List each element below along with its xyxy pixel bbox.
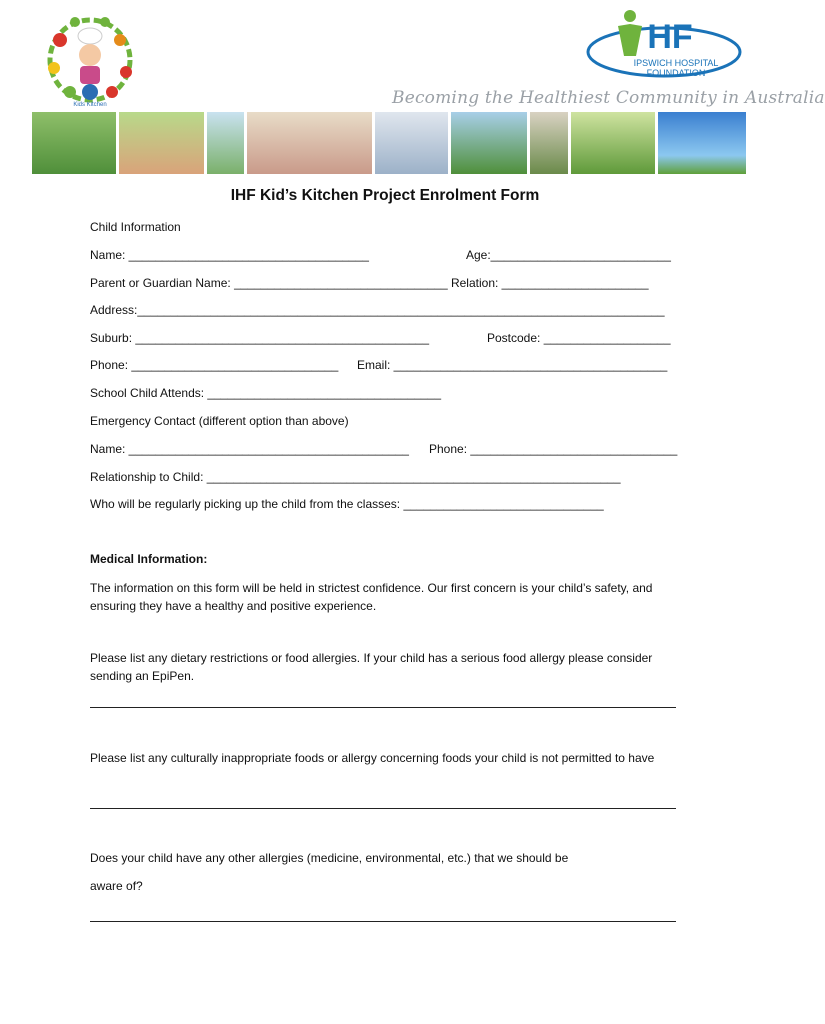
kids-kitchen-logo-text: Kids Kitchen <box>73 102 107 108</box>
ihf-logo <box>578 6 740 84</box>
woman-lying-grass-photo <box>571 112 656 174</box>
kids-group-photo <box>119 112 204 174</box>
relationship-field[interactable]: Relationship to Child: ______________________________________________________________ <box>90 470 621 484</box>
photo-strip <box>32 112 746 174</box>
pickup-field[interactable]: Who will be regularly picking up the child from the classes: ______________________________ <box>90 497 604 511</box>
girl-running-photo <box>207 112 245 174</box>
emergency-heading: Emergency Contact (different option than above) <box>90 414 349 428</box>
medical-paragraph: The information on this form will be held in strictest confidence. Our first concern is your child’s safety, and ensuring they have a healthy and positive experience. <box>90 581 653 613</box>
postcode-field[interactable]: Postcode: ___________________ <box>487 331 671 345</box>
other-allergies-line1: Does your child have any other allergies (medicine, environmental, etc.) that we should be <box>90 851 569 865</box>
women-group-photo <box>247 112 371 174</box>
dietary-answer-line[interactable] <box>90 707 676 708</box>
email-field[interactable]: Email: _________________________________________ <box>357 358 668 372</box>
child-age-field[interactable]: Age:___________________________ <box>466 248 671 262</box>
kids-kitchen-logo <box>40 10 140 110</box>
dietary-paragraph: Please list any dietary restrictions or food allergies. If your child has a serious food allergy please consider sending an EpiPen. <box>90 651 653 683</box>
ihf-logo-line1: IPSWICH HOSPITAL <box>633 58 719 68</box>
other-allergies-answer-line[interactable] <box>90 921 676 922</box>
form-title: IHF Kid’s Kitchen Project Enrolment Form <box>230 187 540 204</box>
ihf-logo-line2: FOUNDATION <box>646 68 706 78</box>
parent-guardian-field[interactable]: Parent or Guardian Name: ________________________________ Relation: ______________________ <box>90 276 649 290</box>
school-field[interactable]: School Child Attends: ___________________________________ <box>90 386 441 400</box>
suburb-field[interactable]: Suburb: ____________________________________________ <box>90 331 430 345</box>
child-name-field[interactable]: Name: ____________________________________ <box>90 248 369 262</box>
cultural-paragraph: Please list any culturally inappropriate foods or allergy concerning foods your child is not permitted to have <box>90 751 655 765</box>
emergency-phone-field[interactable]: Phone: _______________________________ <box>429 442 678 456</box>
tagline: Becoming the Healthiest Community in Australia <box>392 88 825 108</box>
doctor-patient-photo <box>375 112 449 174</box>
address-field[interactable]: Address:_______________________________________________________________________________ <box>90 303 665 317</box>
emergency-name-field[interactable]: Name: __________________________________________ <box>90 442 409 456</box>
medical-heading: Medical Information: <box>90 552 208 566</box>
cartwheel-photo <box>658 112 746 174</box>
cyclist-photo <box>451 112 526 174</box>
phone-field[interactable]: Phone: _______________________________ <box>90 358 339 372</box>
child-info-heading: Child Information <box>90 220 181 234</box>
svg-text:HF: HF <box>647 18 693 56</box>
runner-legs-photo <box>530 112 568 174</box>
cultural-answer-line[interactable] <box>90 808 676 809</box>
man-pushup-photo <box>32 112 116 174</box>
other-allergies-line2: aware of? <box>90 879 143 893</box>
